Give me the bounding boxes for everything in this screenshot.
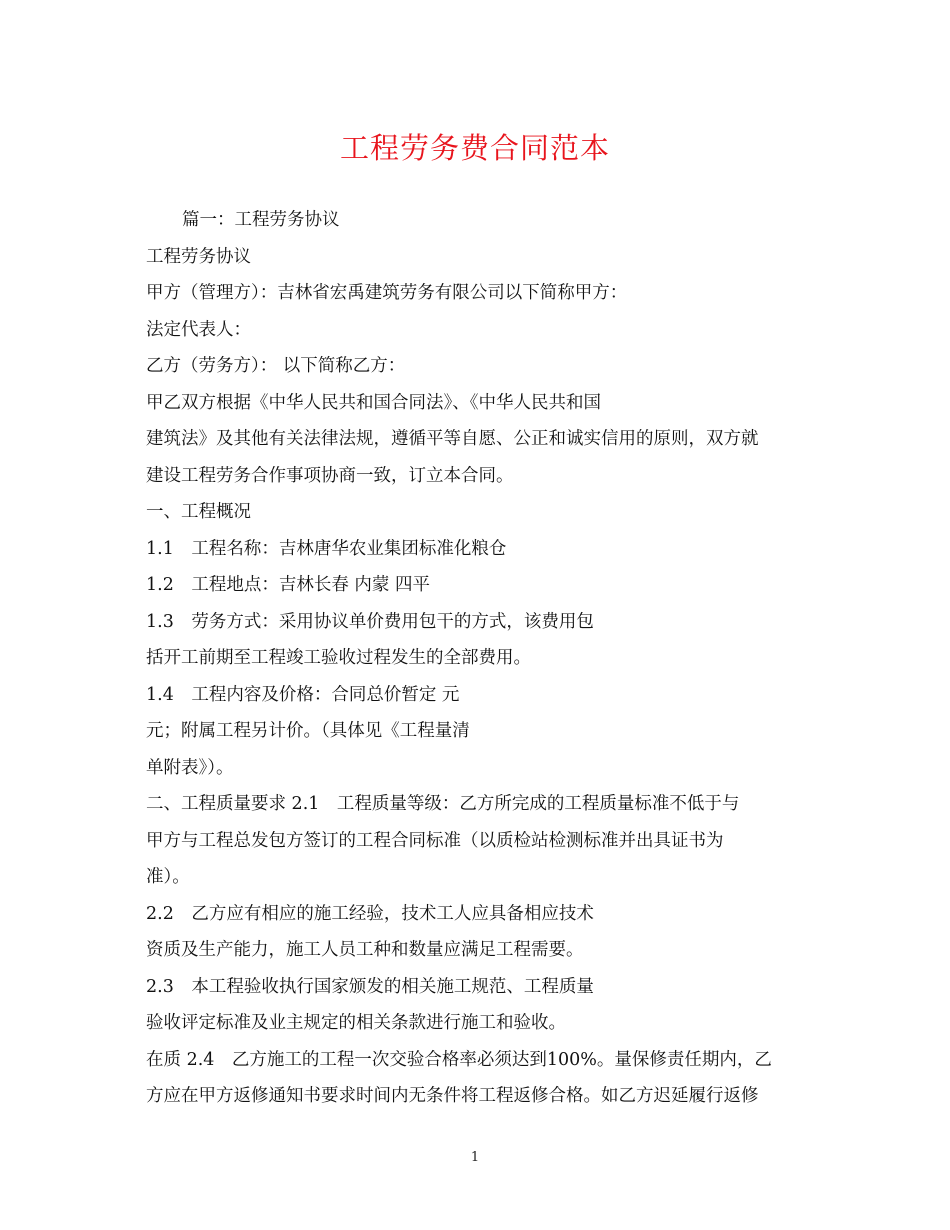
paragraph-line: 甲方与工程总发包方签订的工程合同标准（以质检站检测标准并出具证书为 (146, 830, 724, 851)
paragraph-line: 工程劳务协议 (146, 246, 251, 267)
paragraph-line: 乙方（劳务方）： 以下简称乙方： (146, 356, 406, 376)
paragraph-line: 法定代表人： (146, 319, 251, 340)
paragraph-line: 1.1 工程名称：吉林唐华农业集团标准化粮仓 (146, 538, 507, 559)
page-number: 1 (470, 1150, 480, 1165)
paragraph-line: 2.3 本工程验收执行国家颁发的相关施工规范、工程质量 (146, 976, 594, 997)
paragraph-line: 括开工前期至工程竣工验收过程发生的全部费用。 (146, 648, 531, 668)
paragraph-line: 建筑法》及其他有关法律法规，遵循平等自愿、公正和诚实信用的原则，双方就 (146, 429, 759, 449)
section-heading: 篇一：工程劳务协议 (182, 210, 340, 230)
paragraph-line: 甲乙双方根据《中华人民共和国合同法》、《中华人民共和国 (146, 392, 601, 413)
document-title: 工程劳务费合同范本 (339, 131, 610, 165)
paragraph-line: 准）。 (146, 867, 190, 887)
paragraph-line: 1.3 劳务方式：采用协议单价费用包干的方式，该费用包 (146, 611, 594, 632)
paragraph-line: 甲方（管理方）：吉林省宏禹建筑劳务有限公司以下简称甲方： (146, 283, 628, 303)
paragraph-line: 方应在甲方返修通知书要求时间内无条件将工程返修合格。如乙方迟延履行返修 (146, 1086, 759, 1106)
paragraph-line: 一、工程概况 (146, 502, 251, 522)
paragraph-line: 二、工程质量要求 2.1 工程质量等级：乙方所完成的工程质量标准不低于与 (146, 794, 740, 814)
paragraph-line: 2.2 乙方应有相应的施工经验，技术工人应具备相应技术 (146, 903, 594, 924)
paragraph-line: 资质及生产能力，施工人员工种和数量应满足工程需要。 (146, 940, 584, 960)
paragraph-line: 元；附属工程另计价。（具体见《工程量清 (146, 721, 470, 741)
document-body (146, 202, 810, 1115)
paragraph-line: 单附表》）。 (146, 757, 234, 778)
paragraph-line: 在质 2.4 乙方施工的工程一次交验合格率必须达到100%。量保修责任期内，乙 (146, 1049, 772, 1070)
paragraph-line: 1.2 工程地点：吉林长春 内蒙 四平 (146, 575, 430, 595)
paragraph-line: 建设工程劳务合作事项协商一致，订立本合同。 (146, 465, 514, 486)
paragraph-line: 验收评定标准及业主规定的相关条款进行施工和验收。 (146, 1013, 566, 1033)
paragraph-line: 1.4 工程内容及价格：合同总价暂定 元 (146, 684, 460, 705)
